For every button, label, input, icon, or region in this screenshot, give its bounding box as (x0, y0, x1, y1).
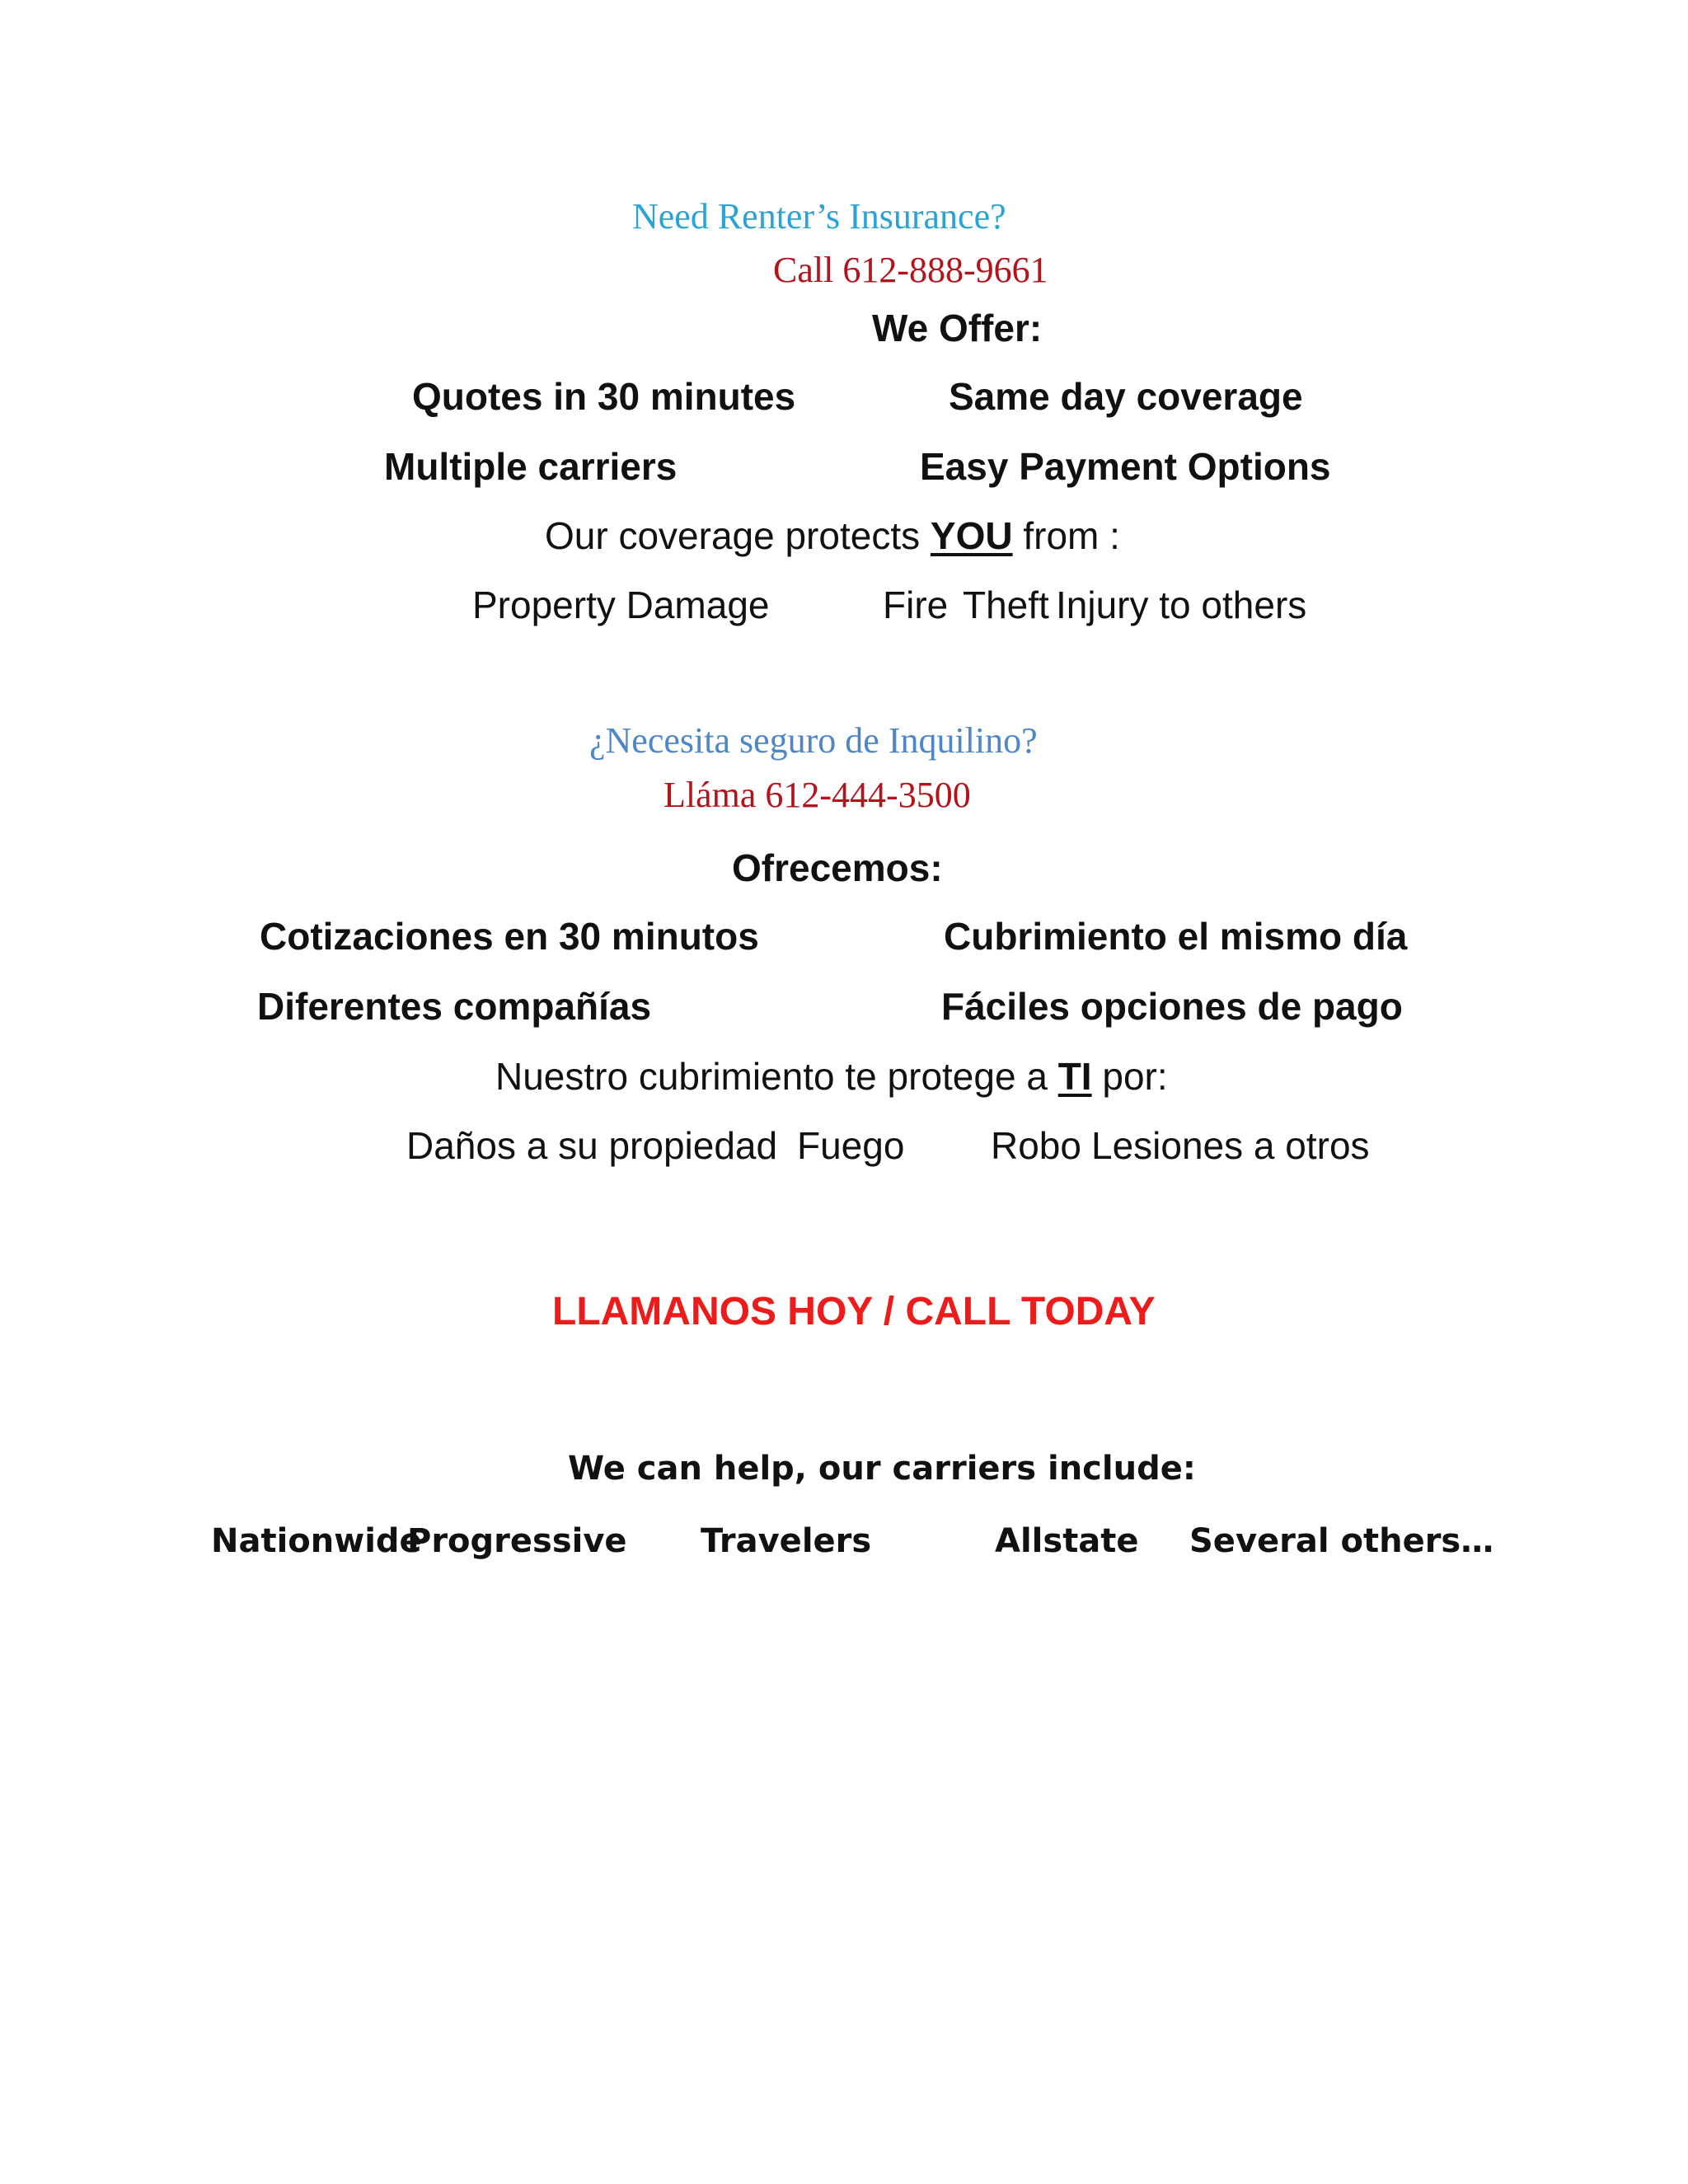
call-to-action: LLAMANOS HOY / CALL TODAY (552, 1290, 1156, 1333)
english-protect-prefix: Our coverage protects (545, 514, 921, 557)
spanish-protect-emphasis: TI (1057, 1055, 1092, 1098)
carriers-heading: We can help, our carriers include: (568, 1450, 1196, 1488)
spanish-risk-fire: Fuego (797, 1124, 905, 1167)
spanish-risk-theft: Robo (991, 1124, 1081, 1167)
english-protect-emphasis: YOU (930, 514, 1013, 557)
carrier-others: Several others… (1189, 1522, 1494, 1560)
spanish-offer-same-day: Cubrimiento el mismo día (944, 915, 1408, 958)
english-offer-same-day: Same day coverage (949, 375, 1303, 418)
spanish-headline: ¿Necesita seguro de Inquilino? (589, 720, 1038, 761)
english-protect-line (545, 514, 1120, 557)
english-risk-fire: Fire (883, 583, 949, 626)
carrier-progressive: Progressive (407, 1522, 627, 1560)
english-risk-injury: Injury to others (1056, 583, 1307, 626)
english-offer-quotes: Quotes in 30 minutes (412, 375, 796, 418)
spanish-offer-companies: Diferentes compañías (257, 985, 652, 1028)
spanish-protect-prefix: Nuestro cubrimiento te protege a (495, 1055, 1048, 1098)
spanish-offer-quotes: Cotizaciones en 30 minutos (260, 915, 759, 958)
english-offer-payment: Easy Payment Options (920, 445, 1331, 488)
english-offer-carriers: Multiple carriers (384, 445, 678, 488)
carrier-nationwide: Nationwide (211, 1522, 422, 1560)
carrier-allstate: Allstate (995, 1522, 1139, 1560)
spanish-protect-line (495, 1055, 1168, 1098)
english-phone: Call 612-888-9661 (773, 250, 1048, 290)
english-risk-theft: Theft (963, 583, 1049, 626)
english-protect-suffix: from : (1023, 514, 1120, 557)
spanish-offer-payment: Fáciles opciones de pago (941, 985, 1403, 1028)
spanish-protect-suffix: por: (1102, 1055, 1168, 1098)
spanish-risk-injury: Lesiones a otros (1091, 1124, 1370, 1167)
spanish-risk-property: Daños a su propiedad (406, 1124, 778, 1167)
english-headline: Need Renter’s Insurance? (632, 196, 1006, 237)
spanish-phone: Lláma 612-444-3500 (663, 775, 971, 815)
spanish-offer-heading: Ofrecemos: (732, 846, 943, 889)
english-offer-heading: We Offer: (872, 307, 1043, 349)
carrier-travelers: Travelers (701, 1522, 872, 1560)
english-risk-property: Property Damage (472, 583, 770, 626)
